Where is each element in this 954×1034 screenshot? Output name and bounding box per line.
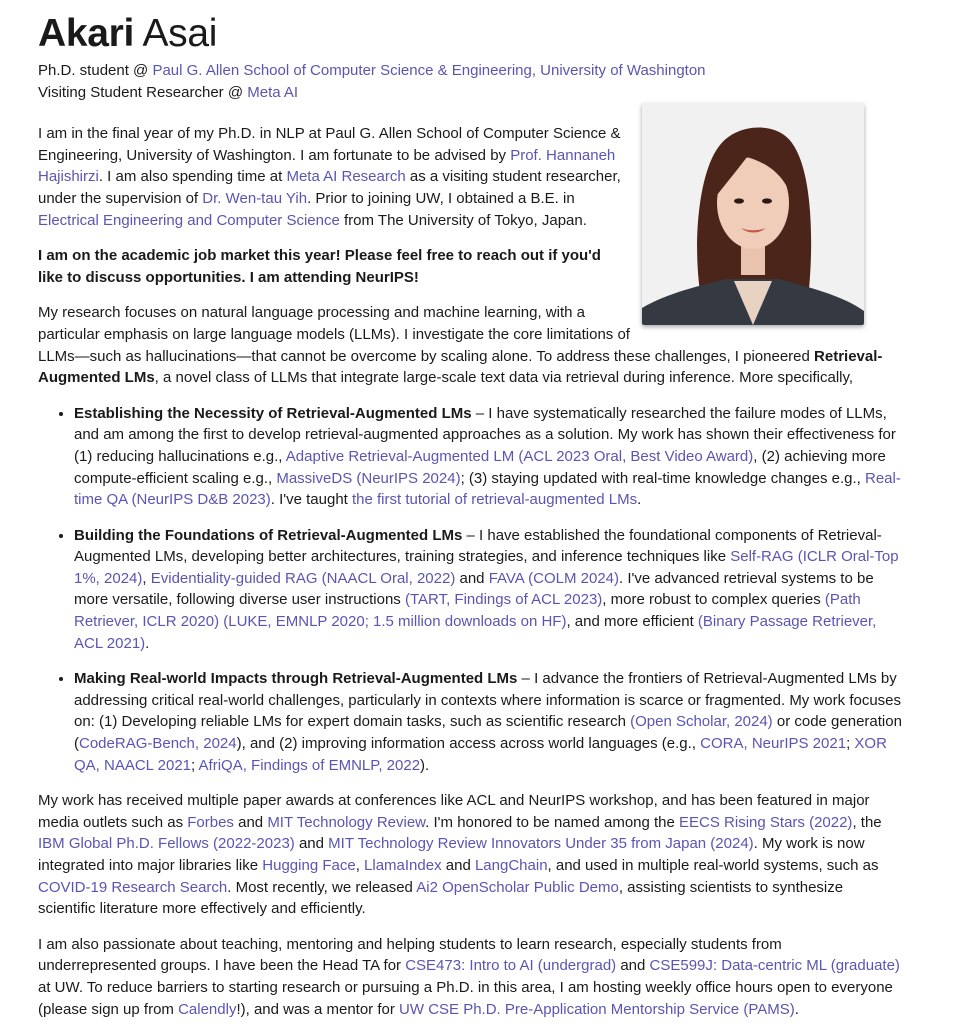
bpr-link[interactable]: (Binary Passage Retriever, ACL 2021) xyxy=(74,613,877,652)
langchain-link[interactable]: LangChain xyxy=(474,857,548,874)
massiveds-link[interactable]: MassiveDS (NeurIPS 2024) xyxy=(276,469,461,487)
page-title xyxy=(38,12,904,56)
bullet-text: . xyxy=(637,491,642,509)
open-scholar-link[interactable]: (Open Scholar, 2024) xyxy=(630,713,773,731)
first-name: Akari xyxy=(38,12,135,55)
portrait-image xyxy=(642,103,864,325)
research-areas-list xyxy=(38,403,904,777)
bullet-text: . xyxy=(145,634,150,652)
intro-text-5: from The University of Tokyo, Japan. xyxy=(339,211,587,229)
pams-link[interactable]: UW CSE Ph.D. Pre-Application Mentorship Service (PAMS) xyxy=(399,1000,795,1018)
bullet-text: ; (3) staying updated with real-time knowledge changes e.g., xyxy=(460,469,865,487)
awards-text: . Most recently, we released xyxy=(227,878,417,896)
bullet-text: , xyxy=(142,569,151,587)
evidentiality-rag-link[interactable]: Evidentiality-guided RAG (NAACL Oral, 2022) xyxy=(150,569,456,587)
bullet-text: ; xyxy=(846,735,855,753)
affiliation-phd-prefix: Ph.D. student @ xyxy=(38,62,153,79)
tutorial-link[interactable]: the first tutorial of retrieval-augmented LMs xyxy=(352,491,638,509)
awards-text: , assisting scientists to synthesize scientific literature more effectively and efficiently. xyxy=(38,878,844,918)
cora-link[interactable]: CORA, NeurIPS 2021 xyxy=(700,735,847,753)
eecs-link[interactable]: Electrical Engineering and Computer Science xyxy=(38,211,340,229)
teaching-text: !), and was a mentor for xyxy=(236,1000,400,1018)
intro-text-3: as a visiting student researcher, under the supervision of xyxy=(38,168,621,207)
bullet-text: ; xyxy=(191,756,199,774)
llamaindex-link[interactable]: LlamaIndex xyxy=(364,857,442,874)
list-item xyxy=(74,403,904,511)
awards-text: , xyxy=(355,857,365,874)
xor-qa-link[interactable]: XOR QA, NAACL 2021 xyxy=(74,735,887,774)
openscholar-demo-link[interactable]: Ai2 OpenScholar Public Demo xyxy=(416,878,619,896)
supervisor-link[interactable]: Dr. Wen-tau Yih xyxy=(202,189,308,207)
teaching-text: and xyxy=(616,957,650,975)
innovators-under-35-link[interactable]: MIT Technology Review Innovators Under 35 from Japan (2024) xyxy=(328,835,754,853)
bullet-title: Building the Foundations of Retrieval-Augmented LMs xyxy=(74,526,463,544)
bullet-text: , and more efficient xyxy=(566,613,698,631)
cse599j-link[interactable]: CSE599J: Data-centric ML (graduate) xyxy=(649,957,900,975)
teaching-text: I am also passionate about teaching, mentoring and helping students to learn research, especially students from underrepresented groups. I have been the Head TA for xyxy=(38,935,782,975)
research-text-2: , a novel class of LLMs that integrate large-scale text data via retrieval during inference. More specifically, xyxy=(154,369,854,387)
advisor-link[interactable]: Prof. Hannaneh Hajishirzi xyxy=(38,146,616,186)
forbes-link[interactable]: Forbes xyxy=(187,813,234,831)
mit-tech-review-link[interactable]: MIT Technology Review xyxy=(267,813,426,831)
meta-ai-research-link[interactable]: Meta AI Research xyxy=(286,168,406,186)
awards-text: . I'm honored to be named among the xyxy=(425,813,680,831)
bullet-title: Making Real-world Impacts through Retrieval-Augmented LMs xyxy=(74,670,518,688)
research-highlight: Retrieval-Augmented LMs xyxy=(38,347,883,387)
affiliation-phd xyxy=(38,60,904,82)
list-item xyxy=(74,525,904,655)
adaptive-rag-link[interactable]: Adaptive Retrieval-Augmented LM (ACL 2023 Oral, Best Video Award) xyxy=(285,447,754,465)
covid-search-link[interactable]: COVID-19 Research Search xyxy=(38,878,228,896)
awards-text: and xyxy=(441,857,475,874)
bullet-text: and xyxy=(455,569,489,587)
teaching-text: at UW. To reduce barriers to starting research or pursuing a Ph.D. in this area, I am hosting weekly office hours open to everyone (please sign up from xyxy=(38,978,893,1018)
research-text-1: My research focuses on natural language processing and machine learning, with a particular emphasis on large language models (LLMs). I investigate the core limitations of LLMs—such as hallucinations—that cannot be overcome by scaling alone. To address these challenges, I pioneered xyxy=(38,304,815,365)
hugging-face-link[interactable]: Hugging Face xyxy=(262,857,356,874)
self-rag-link[interactable]: Self-RAG (ICLR Oral-Top 1%, 2024) xyxy=(74,548,899,587)
bullet-text: . I've advanced retrieval systems to be more versatile, following diverse user instructions xyxy=(74,569,874,609)
bullet-title: Establishing the Necessity of Retrieval-Augmented LMs xyxy=(74,404,472,422)
awards-text: and xyxy=(233,813,268,831)
bullet-text: ), and (2) improving information access across world languages (e.g., xyxy=(236,735,701,753)
profile-photo xyxy=(642,103,864,325)
bullet-text: – I have established the foundational components of Retrieval-Augmented LMs, developing better architectures, training strategies, and inference techniques like xyxy=(74,526,882,566)
intro-text-4: . Prior to joining UW, I obtained a B.E. in xyxy=(307,189,575,207)
awards-text: and xyxy=(294,835,329,853)
intro-text-2: . I am also spending time at xyxy=(98,168,287,186)
last-name: Asai xyxy=(142,12,218,55)
bullet-text: , more robust to complex queries xyxy=(602,591,825,609)
list-item xyxy=(74,668,904,776)
awards-text: . My work is now integrated into major libraries like xyxy=(38,835,865,874)
bullet-text: or code generation ( xyxy=(74,713,902,753)
calendly-link[interactable]: Calendly xyxy=(178,1000,237,1018)
affiliation-visiting xyxy=(38,82,904,104)
meta-ai-link[interactable]: Meta AI xyxy=(247,83,299,101)
coderag-bench-link[interactable]: CodeRAG-Bench, 2024 xyxy=(79,735,237,753)
job-market-note: I am on the academic job market this year! Please feel free to reach out if you'd like to discuss opportunities. I am attending NeurIPS! xyxy=(38,247,601,286)
teaching-text: . xyxy=(794,1000,799,1018)
fava-link[interactable]: FAVA (COLM 2024) xyxy=(488,569,620,587)
bullet-text: ). xyxy=(420,756,430,774)
bullet-text: – I advance the frontiers of Retrieval-Augmented LMs by addressing critical real-world challenges, particularly in contexts where information is scarce or fragmented. My work focuses on: (1) Developing reliable LMs for expert domain tasks, such as scientific research xyxy=(74,670,902,731)
tart-link[interactable]: (TART, Findings of ACL 2023) xyxy=(404,591,603,609)
eecs-rising-stars-link[interactable]: EECS Rising Stars (2022) xyxy=(679,813,853,831)
intro-text-1: I am in the final year of my Ph.D. in NLP at Paul G. Allen School of Computer Science & Engineering, University of Washington. I am fortunate to be advised by xyxy=(38,125,621,164)
ibm-fellows-link[interactable]: IBM Global Ph.D. Fellows (2022-2023) xyxy=(38,835,295,853)
awards-paragraph xyxy=(38,790,904,920)
path-retriever-luke-link[interactable]: (Path Retriever, ICLR 2020) (LUKE, EMNLP 2020; 1.5 million downloads on HF) xyxy=(74,591,861,631)
uw-allen-school-link[interactable]: Paul G. Allen School of Computer Science & Engineering, University of Washington xyxy=(152,62,706,79)
realtime-qa-link[interactable]: Real-time QA (NeurIPS D&B 2023) xyxy=(74,469,901,509)
cse473-link[interactable]: CSE473: Intro to AI (undergrad) xyxy=(405,957,617,975)
bullet-text: – I have systematically researched the failure modes of LLMs, and am among the first to develop retrieval-augmented approaches as a solution. My work has shown their effectiveness for (1) reducing hallucinations e.g., xyxy=(74,404,896,465)
homepage xyxy=(38,0,904,1034)
bullet-text: , (2) achieving more compute-efficient scaling e.g., xyxy=(74,447,886,487)
bullet-text: . I've taught xyxy=(270,491,352,509)
afriqa-link[interactable]: AfriQA, Findings of EMNLP, 2022 xyxy=(198,756,421,774)
awards-text: , the xyxy=(852,813,882,831)
affiliation-visiting-prefix: Visiting Student Researcher @ xyxy=(38,83,248,101)
awards-text: , and used in multiple real-world systems, such as xyxy=(547,857,879,874)
teaching-paragraph xyxy=(38,934,904,1020)
awards-text: My work has received multiple paper awards at conferences like ACL and NeurIPS workshop, and has been featured in major media outlets such as xyxy=(38,792,870,831)
